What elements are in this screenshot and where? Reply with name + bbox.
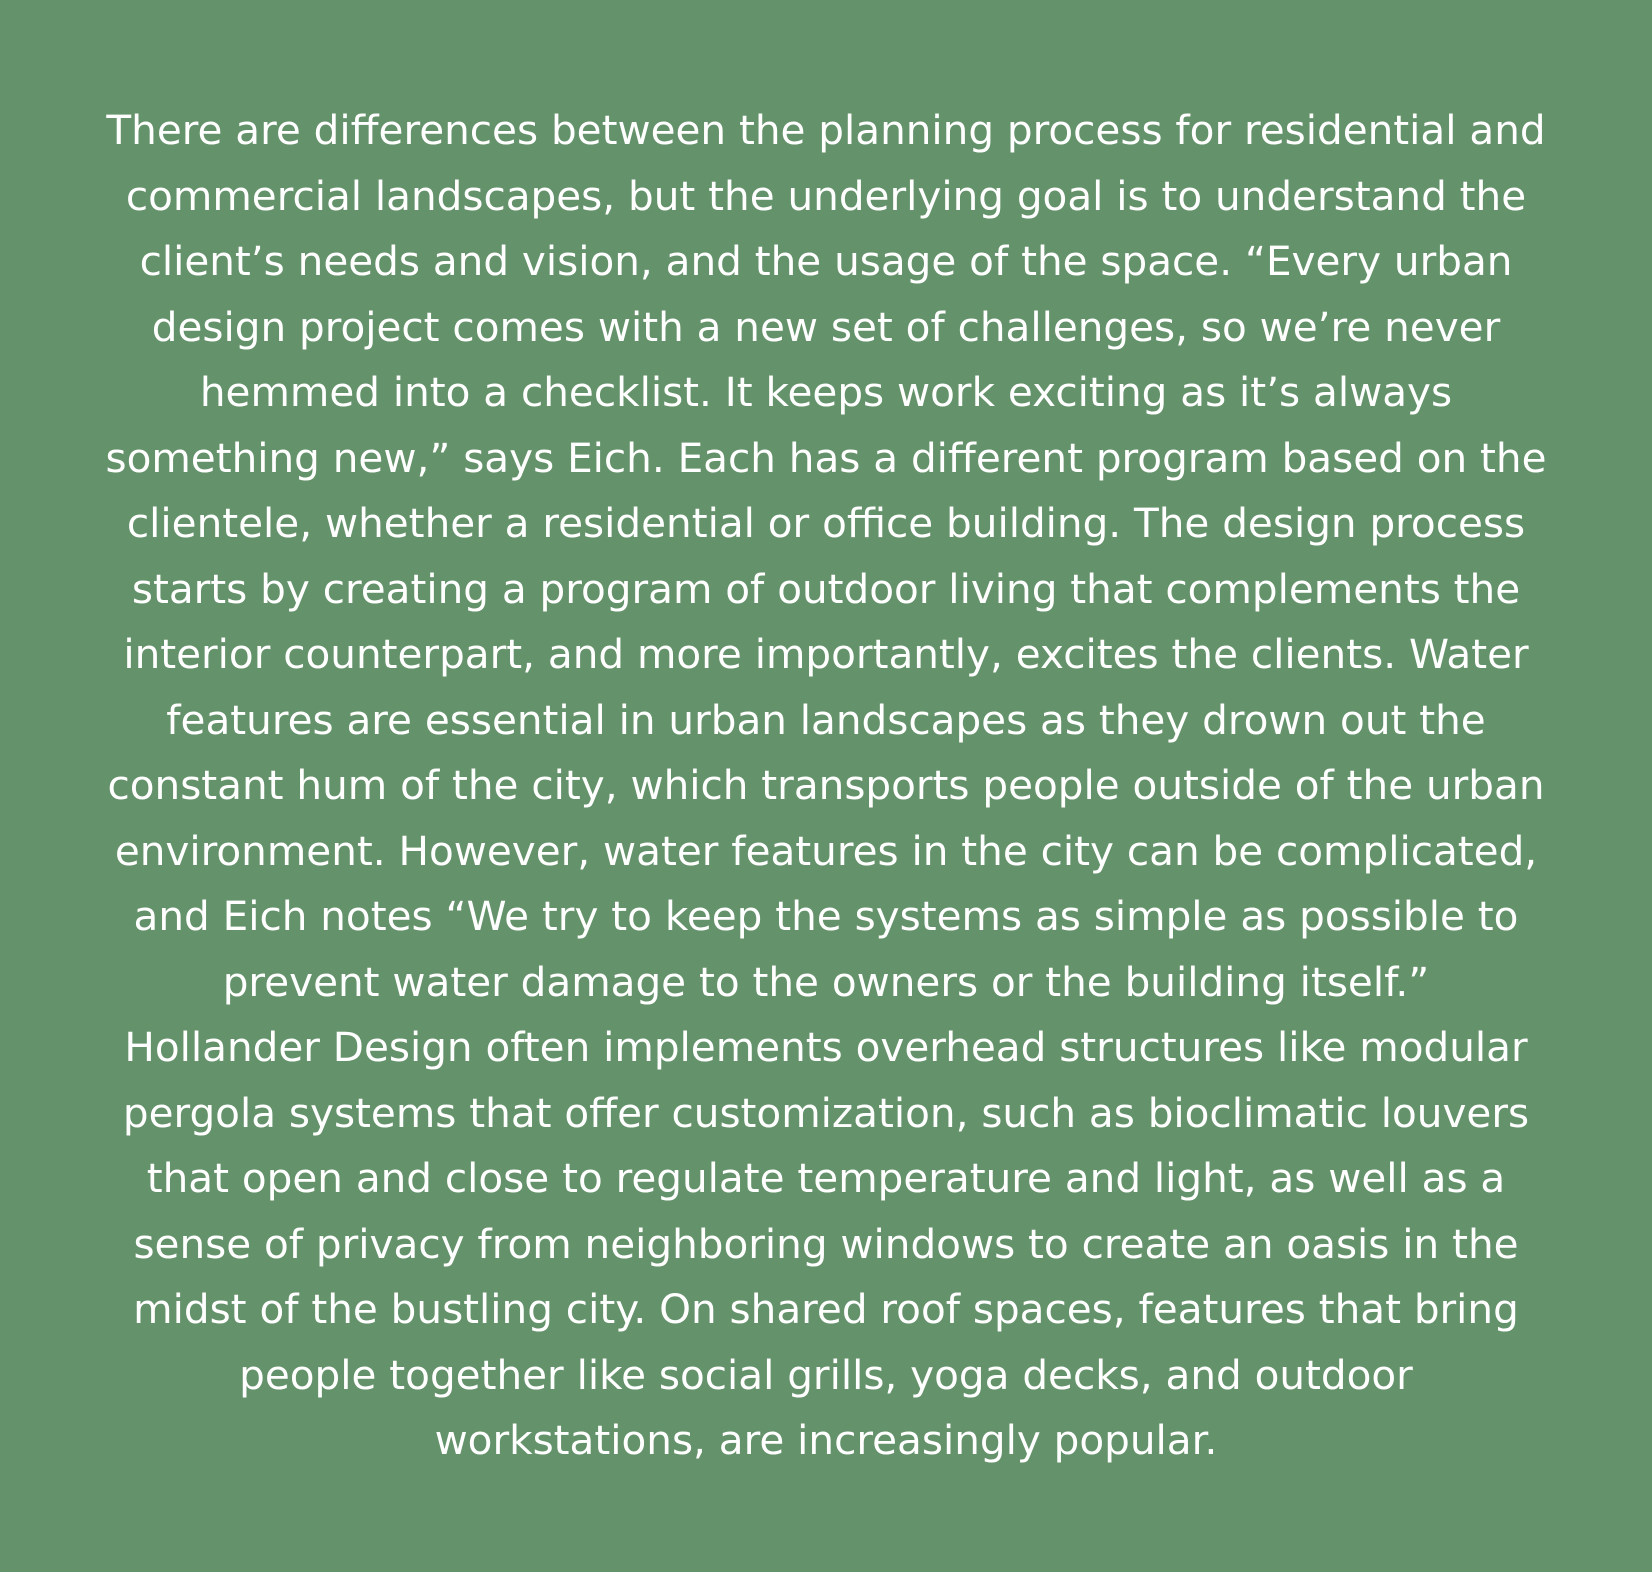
paragraph-line: sense of privacy from neighboring windows to create an oasis in the [133, 1219, 1519, 1268]
article-paragraph [60, 98, 1592, 1474]
paragraph-line: something new,” says Eich. Each has a different program based on the [105, 433, 1547, 482]
paragraph-line: commercial landscapes, but the underlying goal is to understand the [125, 171, 1527, 220]
paragraph-line: pergola systems that offer customization, such as bioclimatic louvers [122, 1088, 1530, 1137]
paragraph-line: interior counterpart, and more importantly, excites the clients. Water [123, 630, 1529, 678]
paragraph-line: Hollander Design often implements overhead structures like modular [124, 1023, 1528, 1071]
paragraph-line: features are essential in urban landscapes as they drown out the [166, 695, 1486, 744]
paragraph-line: environment. However, water features in the city can be complicated, [114, 826, 1538, 875]
paragraph-line: workstations, are increasingly popular. [434, 1416, 1218, 1464]
paragraph-line: There are differences between the planning process for residential and [106, 106, 1546, 154]
paragraph-line: midst of the bustling city. On shared roof spaces, features that bring [133, 1285, 1519, 1333]
paragraph-line: client’s needs and vision, and the usage of the space. “Every urban [139, 237, 1513, 285]
paragraph-line: constant hum of the city, which transports people outside of the urban [107, 761, 1545, 809]
paragraph-line: people together like social grills, yoga decks, and outdoor [239, 1350, 1413, 1399]
paragraph-line: starts by creating a program of outdoor living that complements the [131, 564, 1521, 613]
paragraph-line: hemmed into a checklist. It keeps work exciting as it’s always [199, 368, 1453, 416]
paragraph-line: clientele, whether a residential or office building. The design process [126, 499, 1526, 547]
paragraph-line: and Eich notes “We try to keep the systems as simple as possible to [133, 892, 1519, 940]
paragraph-line: that open and close to regulate temperature and light, as well as a [146, 1154, 1506, 1202]
paragraph-line: prevent water damage to the owners or the building itself.” [222, 957, 1430, 1006]
paragraph-line: design project comes with a new set of challenges, so we’re never [151, 302, 1501, 351]
